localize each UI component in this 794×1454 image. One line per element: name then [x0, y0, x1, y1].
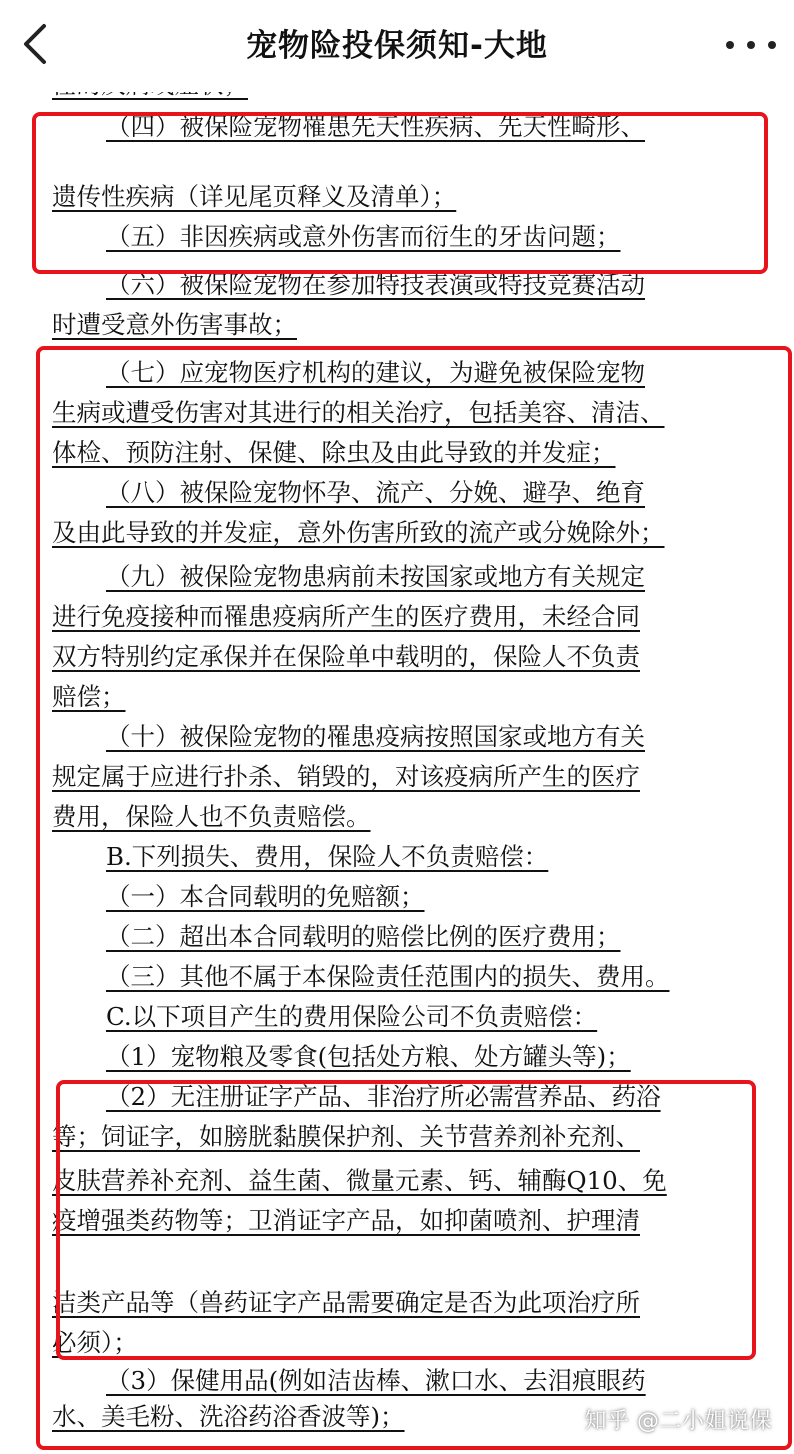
- document-line: [106, 840, 548, 874]
- document-line-text: 进行免疫接种而罹患疫病所产生的医疗费用，未经合同: [52, 602, 640, 631]
- document-line-text: 皮肤营养补充剂、益生菌、微量元素、钙、辅酶Q10、免: [52, 1166, 667, 1195]
- document-line-text: （五）非因疾病或意外伤害而衍生的牙齿问题；: [106, 222, 621, 251]
- document-line: [106, 220, 621, 254]
- document-line: [106, 1364, 646, 1398]
- document-line: [106, 1040, 631, 1074]
- app-header: [0, 0, 794, 92]
- document-line: [106, 476, 645, 510]
- document-line: [52, 1400, 405, 1434]
- document-line: [106, 1000, 597, 1034]
- document-line: [52, 640, 640, 674]
- document-line: [52, 1164, 667, 1198]
- document-line: [106, 960, 670, 994]
- document-line: [106, 110, 645, 144]
- document-line: [52, 308, 297, 342]
- document-line: [52, 680, 126, 714]
- document-line-text: （八）被保险宠物怀孕、流产、分娩、避孕、绝育: [106, 478, 645, 507]
- document-line-text: （七）应宠物医疗机构的建议，为避免被保险宠物: [106, 358, 645, 387]
- more-button[interactable]: [726, 30, 776, 60]
- watermark: 知乎 @二小姐说保: [584, 1409, 772, 1434]
- document-line-text: （九）被保险宠物患病前未按国家或地方有关规定: [106, 562, 645, 591]
- document-line: [52, 1286, 640, 1320]
- document-line-text: （四）被保险宠物罹患先天性疾病、先天性畸形、: [106, 112, 645, 141]
- document-line: [106, 356, 645, 390]
- document-line-text: 费用，保险人也不负责赔偿。: [52, 802, 371, 831]
- document-line: [106, 560, 645, 594]
- document-line: [52, 800, 371, 834]
- document-line-text: 体检、预防注射、保健、除虫及由此导致的并发症；: [52, 438, 616, 467]
- document-line-text: （十）被保险宠物的罹患疫病按照国家或地方有关: [106, 722, 645, 751]
- document-line: [106, 268, 645, 302]
- document-line: [52, 760, 640, 794]
- document-line-text: 双方特别约定承保并在保险单中载明的，保险人不负责: [52, 642, 640, 671]
- document-line-text: 时遭受意外伤害事故；: [52, 310, 297, 339]
- document-line: [52, 600, 640, 634]
- document-line-text: 水、美毛粉、洗浴药浴香波等)；: [52, 1402, 405, 1431]
- document-line-text: B.下列损失、费用，保险人不负责赔偿：: [106, 842, 549, 871]
- document-line-text: 及由此导致的并发症，意外伤害所致的流产或分娩除外；: [52, 518, 665, 547]
- more-dot: [747, 41, 755, 49]
- document-line: [106, 880, 425, 914]
- document-line-text: 疫增强类药物等；卫消证字产品，如抑菌喷剂、护理清: [52, 1206, 640, 1235]
- document-line: [52, 396, 665, 430]
- document-line: [106, 720, 645, 754]
- document-line-text: （二）超出本合同载明的赔偿比例的医疗费用；: [106, 922, 621, 951]
- document-line-text: （3）保健用品(例如洁齿棒、漱口水、去泪痕眼药: [106, 1366, 646, 1395]
- page-title: 宠物险投保须知-大地: [246, 28, 548, 64]
- document-line: [52, 1204, 640, 1238]
- document-line-text: 规定属于应进行扑杀、销毁的，对该疫病所产生的医疗: [52, 762, 640, 791]
- document-line-text: 必须）；: [52, 1328, 138, 1357]
- document-line-text: 遗传性疾病（详见尾页释义及清单）；: [52, 182, 457, 211]
- document-line-text: （2）无注册证字产品、非治疗所必需营养品、药浴: [106, 1082, 661, 1111]
- document-line-text: （六）被保险宠物在参加特技表演或特技竞赛活动: [106, 270, 645, 299]
- document-line-text: （三）其他不属于本保险责任范围内的损失、费用。: [106, 962, 670, 991]
- document-line: [106, 920, 621, 954]
- document-line: [52, 1326, 138, 1360]
- more-dot: [768, 41, 776, 49]
- document-line-text: （1）宠物粮及零食(包括处方粮、处方罐头等)；: [106, 1042, 631, 1071]
- document-line: [52, 516, 665, 550]
- document-line-text: 生病或遭受伤害对其进行的相关治疗，包括美容、清洁、: [52, 398, 665, 427]
- document-line-text: 赔偿；: [52, 682, 126, 711]
- document-line-text: （一）本合同载明的免赔额；: [106, 882, 425, 911]
- document-line-text: 洁类产品等（兽药证字产品需要确定是否为此项治疗所: [52, 1288, 640, 1317]
- document-line: [52, 1120, 640, 1154]
- document-line: [52, 436, 616, 470]
- document-line-text: C.以下项目产生的费用保险公司不负责赔偿：: [106, 1002, 598, 1031]
- more-dot: [726, 41, 734, 49]
- document-line-text: 等；饲证字，如膀胱黏膜保护剂、关节营养剂补充剂、: [52, 1122, 640, 1151]
- document-line: [52, 180, 456, 214]
- document-line: [106, 1080, 661, 1114]
